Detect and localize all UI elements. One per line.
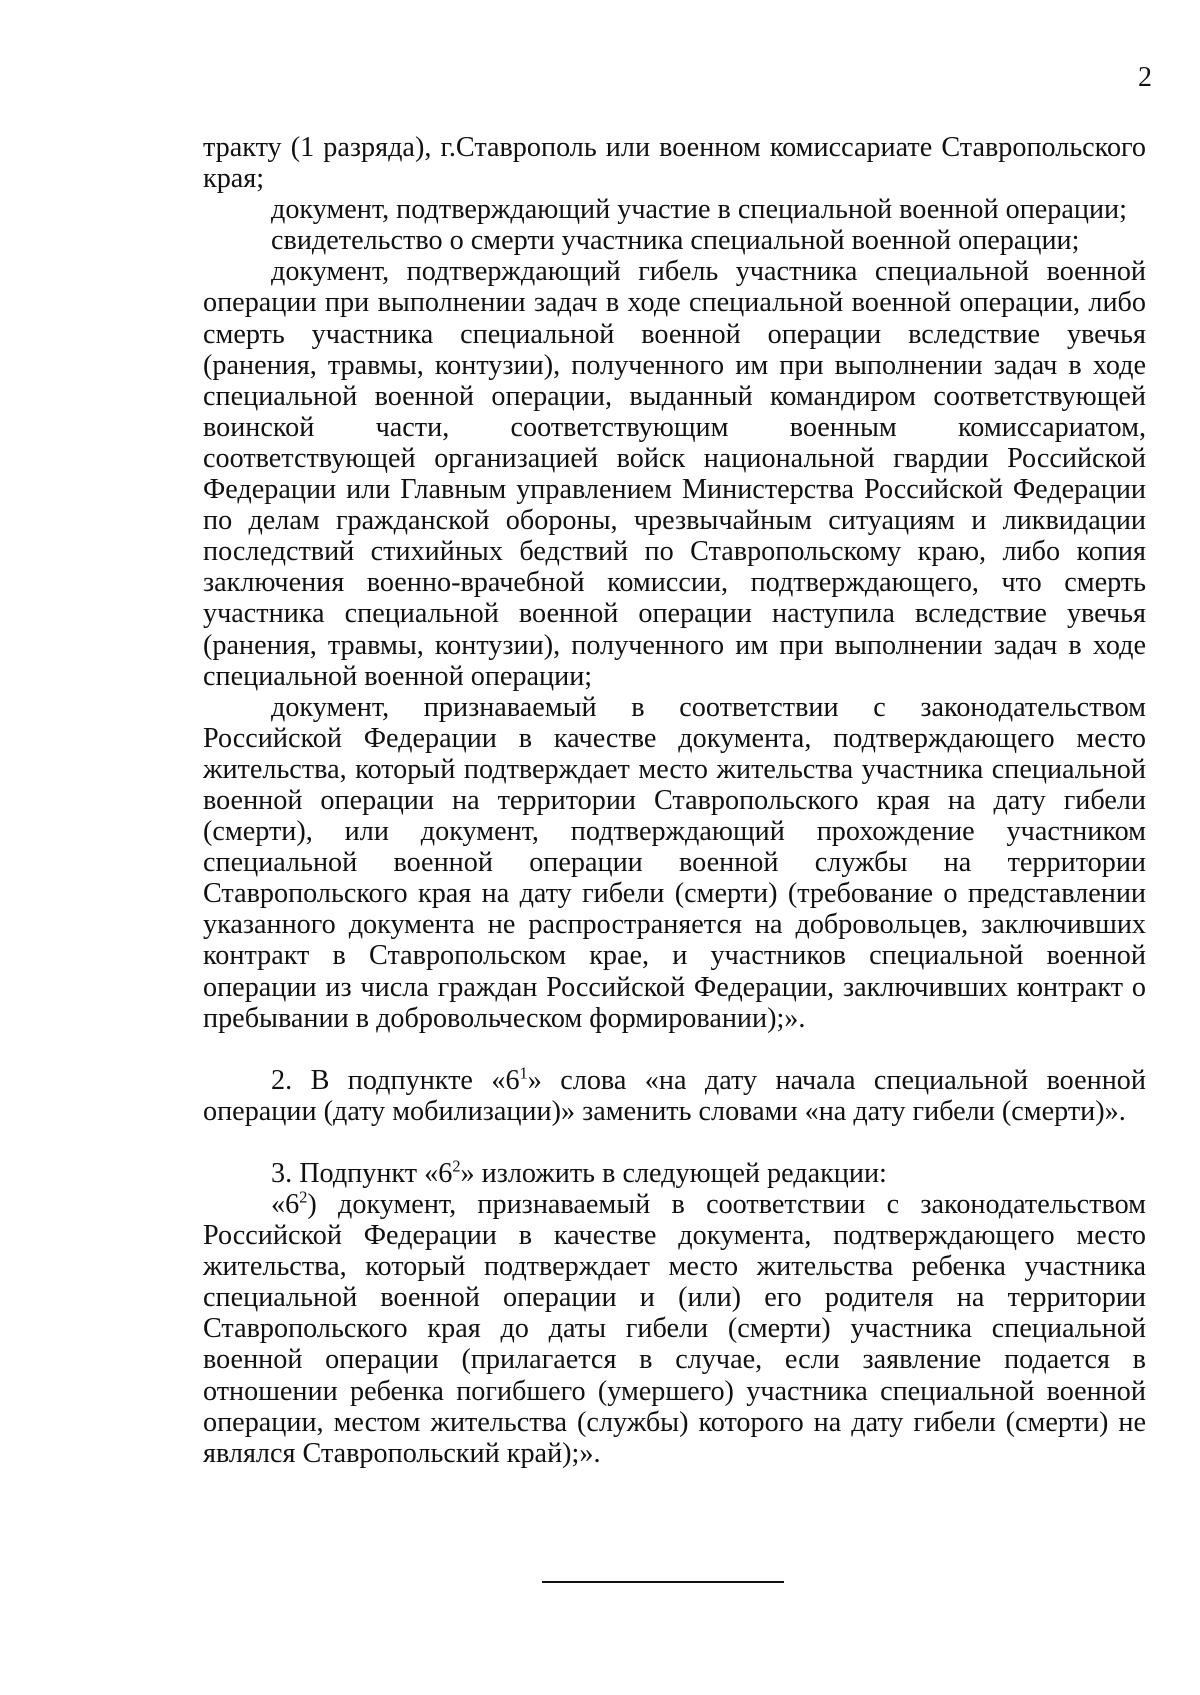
new-wording-text-before: «6 [271,1189,300,1220]
paragraph-new-wording [203,1189,1146,1469]
paragraph-death-certificate: свидетельство о смерти участника специальной военной операции; [271,225,1080,257]
item-3-text-after: » изложить в следующей редакции: [460,1157,887,1189]
new-wording-text-after: ) документ, признаваемый в соответствии с законодательством Российской Федерации в качестве документа, подтверждающего место жительства, который подтверждает место жительства ребенка участника специальной военной операции и (или) его родителя на территории Ставропольского края до даты гибели (смерти) участника специальной военной операции (прилагается в случае, если заявление подается в отношении ребенка погибшего (умершего) участника специальной военной операции, местом жительства (службы) которого на дату гибели (смерти) не являлся Ставропольский край);». [203,1189,1146,1469]
item-2-superscript: 1 [519,1063,528,1083]
item-3-text-before: 3. Подпункт «6 [271,1157,453,1189]
document-body [203,132,1146,1469]
item-2-text-before: 2. В подпункте «6 [271,1064,520,1096]
paragraph-document-participation: документ, подтверждающий участие в специальной военной операции; [271,194,1127,226]
item-3-superscript: 2 [452,1156,461,1176]
item-2-text-after: » слова «на дату начала специальной военной операции (дату мобилизации)» заменить словами «на дату гибели (смерти)». [203,1064,1146,1127]
end-of-document-rule [542,1581,784,1583]
paragraph-document-residence: документ, признаваемый в соответствии с законодательством Российской Федерации в качестве документа, подтверждающего место жительства, который подтверждает место жительства участника специальной военной операции на территории Ставропольского края на дату гибели (смерти), или документ, подтверждающий прохождение участником специальной военной операции военной службы на территории Ставропольского края на дату гибели (смерти) (требование о представлении указанного документа не распространяется на добровольцев, заключивших контракт в Ставропольском крае, и участников специальной военной операции из числа граждан Российской Федерации, заключивших контракт о пребывании в добровольческом формировании);». [203,691,1146,1034]
paragraph-item-3 [203,1158,1146,1189]
paragraph-document-death-confirmation: документ, подтверждающий гибель участника специальной военной операции при выполнении задач в ходе специальной военной операции, либо смерть участника специальной военной операции вследствие увечья (ранения, травмы, контузии), полученного им при выполнении задач в ходе специальной военной операции, выданный командиром соответствующей воинской части, соответствующим военным комиссариатом, соответствующей организацией войск национальной гвардии Российской Федерации или Главным управлением Министерства Российской Федерации по делам гражданской обороны, чрезвычайным ситуациям и ликвидации последствий стихийных бедствий по Ставропольскому краю, либо копия заключения военно-врачебной комиссии, подтверждающего, что смерть участника специальной военной операции наступила вследствие увечья (ранения, травмы, контузии), полученного им при выполнении задач в ходе специальной военной операции; [203,256,1146,692]
paragraph-item-2 [203,1065,1146,1127]
new-wording-superscript: 2 [299,1187,308,1207]
page-number: 2 [1138,62,1152,93]
paragraph-continuation: тракту (1 разряда), г.Ставрополь или военном комиссариате Ставропольского края; [203,132,1146,195]
